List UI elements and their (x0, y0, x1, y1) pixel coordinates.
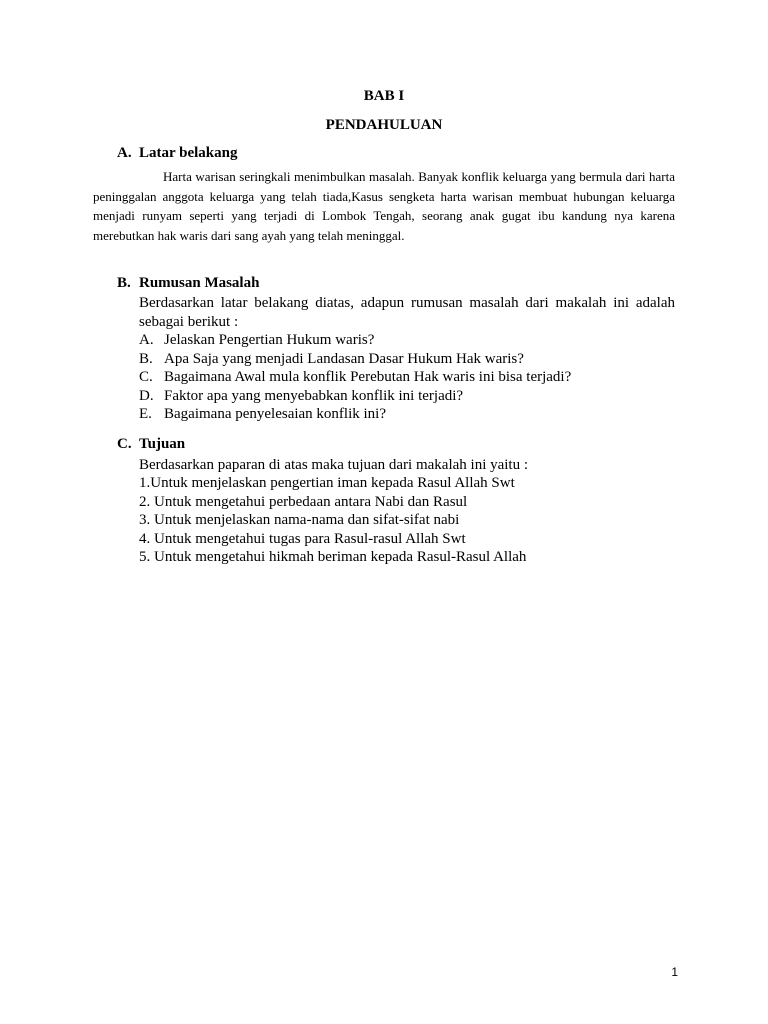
section-b-intro: Berdasarkan latar belakang diatas, adapun rumusan masalah dari makalah ini adalah sebagai berikut : (139, 295, 675, 330)
list-item-text: Bagaimana Awal mula konflik Perebutan Hak waris ini bisa terjadi? (164, 369, 572, 385)
section-b-letter: B. (117, 275, 131, 291)
list-item-marker: D. (139, 387, 154, 404)
list-item (139, 368, 675, 387)
section-b-title: Rumusan Masalah (139, 275, 260, 291)
list-item (139, 350, 675, 369)
list-item-text: Jelaskan Pengertian Hukum waris? (164, 332, 375, 348)
section-c-title: Tujuan (139, 436, 186, 452)
section-b-heading (117, 275, 259, 292)
list-item-text: Faktor apa yang menyebabkan konflik ini terjadi? (164, 387, 464, 404)
section-c-letter: C. (117, 436, 132, 452)
section-a-title: Latar belakang (139, 145, 238, 161)
section-c-heading (117, 436, 185, 453)
list-item-text: Apa Saja yang menjadi Landasan Dasar Hukum Hak waris? (164, 350, 524, 367)
list-item (139, 387, 675, 406)
list-item-marker: E. (139, 406, 152, 422)
list-item (139, 331, 675, 350)
list-item: 2. Untuk mengetahui perbedaan antara Nabi dan Rasul (139, 493, 468, 510)
list-item-marker: A. (139, 332, 154, 348)
section-a-heading (117, 145, 238, 162)
page-number: 1 (671, 965, 678, 979)
list-item (139, 405, 675, 424)
list-item: 4. Untuk mengetahui tugas para Rasul-rasul Allah Swt (139, 530, 466, 547)
problem-list (139, 331, 675, 424)
section-a-letter: A. (117, 145, 132, 161)
section-a-paragraph: Harta warisan seringkali menimbulkan masalah. Banyak konflik keluarga yang bermula dari harta peninggalan anggota keluarga yang telah tiada,Kasus sengketa harta warisan membuat hubungan keluarga menjadi runyam seperti yang terjadi di Lombok Tengah, seorang anak gugat ibu kandung nya karena merebutkan hak waris dari sang ayah yang telah meninggal. (93, 169, 675, 243)
list-item: 1.Untuk menjelaskan pengertian iman kepada Rasul Allah Swt (139, 475, 515, 491)
section-c-intro: Berdasarkan paparan di atas maka tujuan dari makalah ini yaitu : (139, 457, 529, 473)
chapter-title: PENDAHULUAN (325, 117, 443, 133)
list-item-text: Bagaimana penyelesaian konflik ini? (164, 406, 387, 422)
list-item: 3. Untuk menjelaskan nama-nama dan sifat-sifat nabi (139, 512, 460, 528)
list-item-marker: C. (139, 369, 153, 385)
list-item-marker: B. (139, 350, 153, 367)
chapter-number: BAB I (363, 88, 405, 104)
list-item: 5. Untuk mengetahui hikmah beriman kepada Rasul-Rasul Allah (139, 549, 527, 565)
goal-list (139, 474, 526, 567)
